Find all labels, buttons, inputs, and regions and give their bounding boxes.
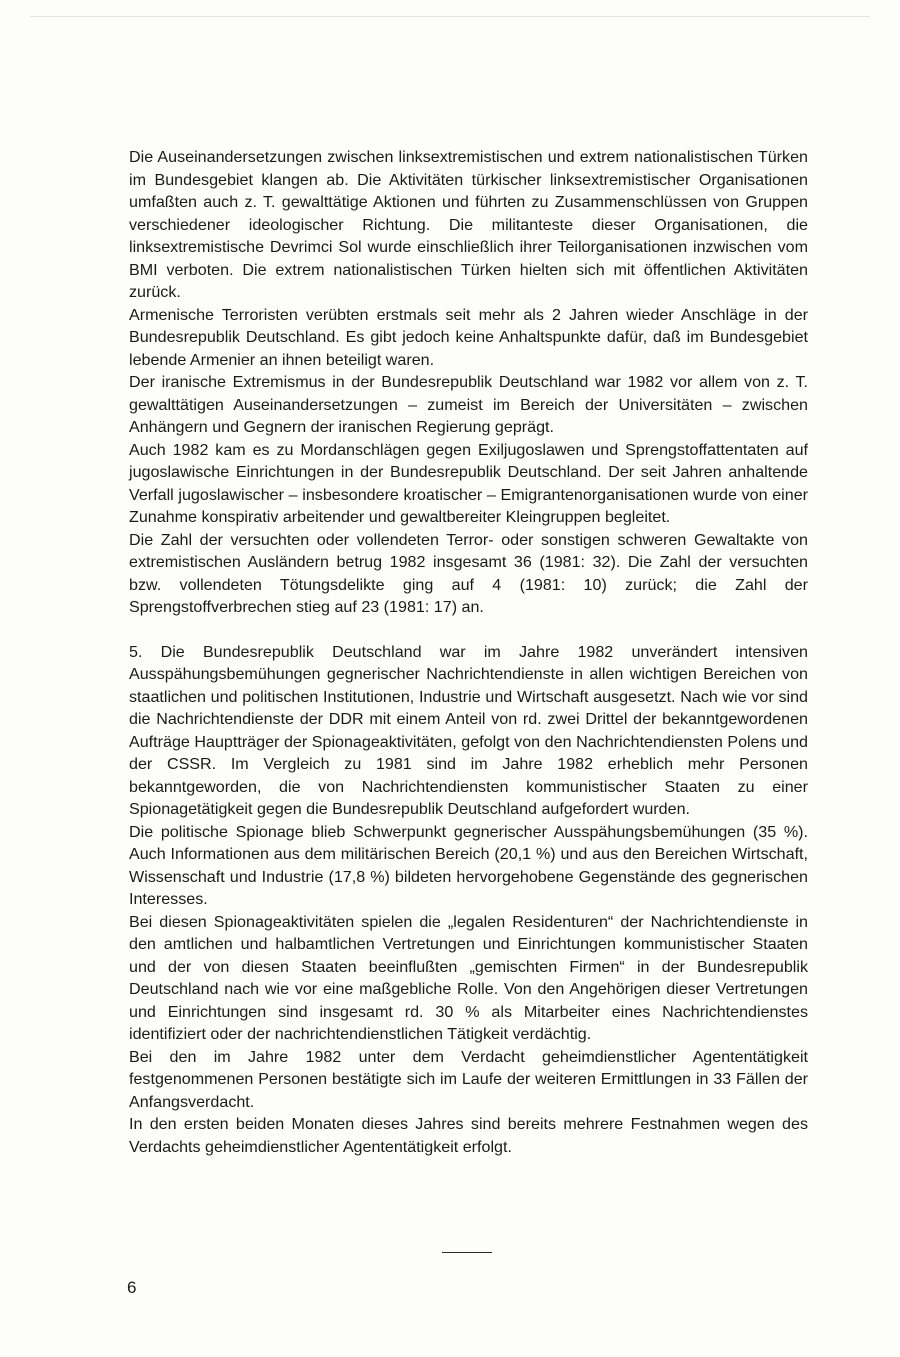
paragraph-iranian-extremism: Der iranische Extremismus in der Bundesrepublik Deutschland war 1982 vor allem von z. T. gewalttätigen Auseinandersetzungen – zumeist im Bereich der Universitäten – zwischen Anhängern und Gegnern der iranischen Regierung geprägt. xyxy=(129,373,808,436)
paragraph-turkish-extremism: Die Auseinandersetzungen zwischen linksextremistischen und extrem nationalistischen Türken im Bundesgebiet klangen ab. Die Aktivitäten türkischer linksextremistischer Organisationen umfaßten auch z. T. gewalttätige Aktionen und führten zu Zusammenschlüssen von Gruppen verschiedener ideologischer Richtung. Die militanteste dieser Organisationen, die linksextremistische Devrimci Sol wurde einschließlich ihrer Teilorganisationen inzwischen vom BMI verboten. Die extrem nationalistischen Türken hielten sich mit öffentlichen Aktivitäten zurück. xyxy=(129,148,808,301)
paragraph-armenian-terrorists: Armenische Terroristen verübten erstmals seit mehr als 2 Jahren wieder Anschläge in der Bundesrepublik Deutschland. Es gibt jedoch keine Anhaltspunkte dafür, daß im Bundesgebiet lebende Armenier an ihnen beteiligt waren. xyxy=(129,305,808,369)
paragraph-arrests-1982: Bei den im Jahre 1982 unter dem Verdacht geheimdienstlicher Agententätigkeit festgenommenen Personen bestätigte sich im Laufe der weiteren Ermittlungen in 33 Fällen der Anfangsverdacht. xyxy=(129,1047,808,1111)
section-gap xyxy=(129,619,808,641)
page-number: 6 xyxy=(127,1278,137,1297)
paragraph-legal-residencies: Bei diesen Spionageaktivitäten spielen die „legalen Residenturen“ der Nachrichtendienste in den amtlichen und halbamtlichen Vertretungen und Einrichtungen kommunistischer Staaten und der von diesen Staaten beeinflußten „gemischten Firmen“ in der Bundesrepublik Deutschland nach wie vor eine maßgebliche Rolle. Von den Angehörigen dieser Vertretungen und Einrichtungen sind insgesamt rd. 30 % als Mitarbeiter eines Nachrichtendienstes identifiziert oder der nachrichtendienstlichen Tätigkeit verdächtig. xyxy=(129,912,808,1043)
paragraph-recent-arrests: In den ersten beiden Monaten dieses Jahres sind bereits mehrere Festnahmen wegen des Verdachts geheimdienstlicher Agententätigkeit erfolgt. xyxy=(129,1115,808,1156)
paragraph-violence-statistics: Die Zahl der versuchten oder vollendeten Terror- oder sonstigen schweren Gewaltakte von extremistischen Ausländern betrug 1982 insgesamt 36 (1981: 32). Die Zahl der versuchten bzw. vollendeten Tötungsdelikte ging auf 4 (1981: 10) zurück; die Zahl der Sprengstoffverbrechen stieg auf 23 (1981: 17) an. xyxy=(129,530,808,616)
paragraph-political-espionage: Die politische Spionage blieb Schwerpunkt gegnerischer Ausspähungsbemühungen (35 %). Auch Informationen aus dem militärischen Bereich (20,1 %) und aus den Bereichen Wirtschaft, Wissenschaft und Industrie (17,8 %) bildeten hervorgehobene Gegenstände des gegnerischen Interesses. xyxy=(129,822,808,908)
scan-edge xyxy=(30,16,870,17)
body-text xyxy=(129,146,808,1158)
end-separator-rule xyxy=(442,1252,492,1253)
paragraph-yugoslav-attacks: Auch 1982 kam es zu Mordanschlägen gegen Exiljugoslawen und Sprengstoffattentaten auf jugoslawische Einrichtungen in der Bundesrepublik Deutschland. Der seit Jahren anhaltende Verfall jugoslawischer – insbesondere kroatischer – Emigrantenorganisationen wurde von einer Zunahme konspirativ arbeitender und gewaltbereiter Kleingruppen begleitet. xyxy=(129,440,808,526)
paragraph-section-5-espionage: 5. Die Bundesrepublik Deutschland war im Jahre 1982 unverändert intensiven Ausspähungsbemühungen gegnerischer Nachrichtendienste in allen wichtigen Bereichen von staatlichen und politischen Institutionen, Industrie und Wirtschaft ausgesetzt. Nach wie vor sind die Nachrichtendienste der DDR mit einem Anteil von rd. zwei Drittel der bekanntgewordenen Aufträge Hauptträger der Spionageaktivitäten, gefolgt von den Nachrichtendiensten Polens und der CSSR. Im Vergleich zu 1981 sind im Jahre 1982 erheblich mehr Personen bekanntgeworden, die von Nachrichtendiensten kommunistischer Staaten zu einer Spionagetätigkeit gegen die Bundesrepublik Deutschland aufgefordert wurden. xyxy=(129,642,808,818)
